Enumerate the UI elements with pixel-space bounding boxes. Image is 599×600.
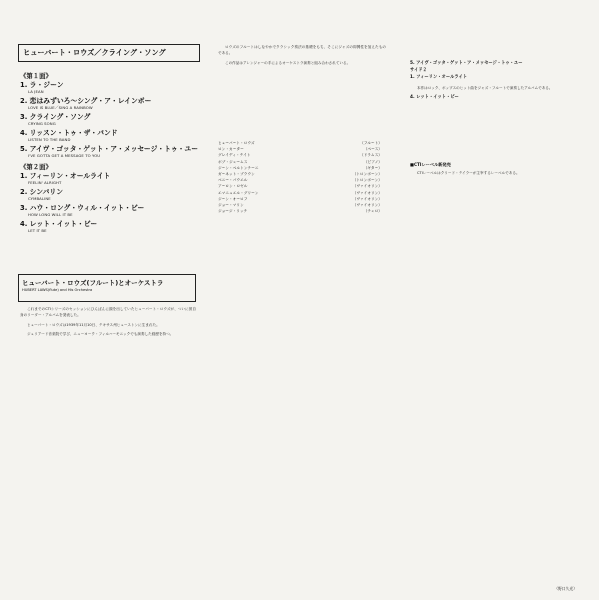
paragraph: CTIレーベルはクリード・テイラーが主宰するレーベルである。 bbox=[417, 171, 520, 176]
personnel-list bbox=[218, 140, 382, 214]
track-item: 4. リッスン・トゥ・ザ・バンド LISTEN TO THE BAND bbox=[20, 129, 118, 142]
credit-box bbox=[18, 274, 196, 302]
right-side2-label: サイド２ bbox=[410, 68, 427, 73]
paragraph: ヒューバート・ロウズは1939年11月10日、テキサス州ヒューストンに生まれた。 bbox=[27, 322, 160, 327]
right-body-text-1 bbox=[410, 85, 580, 91]
right-column bbox=[410, 60, 580, 180]
left-body-text bbox=[20, 306, 196, 340]
track-item: 1. フィーリン・オールライト FEELIN' ALRIGHT bbox=[20, 172, 111, 185]
personnel-row: ジョー・マリン （ヴァイオリン） bbox=[218, 203, 382, 208]
track-item: 5. アイヴ・ゴッタ・ゲット・ア・メッセージ・トゥ・ユー I'VE GOTTA GET A MESSAGE TO YOU bbox=[20, 145, 199, 158]
track-item: 1. ラ・ジーン LA JEAN bbox=[20, 81, 64, 94]
paragraph: 本作はロック、ポップスのヒット曲をジャズ・フルートで演奏したアルバムである。 bbox=[417, 86, 553, 90]
cti-heading: ■CTIレーベル新発売 bbox=[410, 162, 451, 168]
personnel-row: ジーン・オーロフ （ヴァイオリン） bbox=[218, 196, 382, 201]
personnel-row: ガーネット・ブラウン （トロンボーン） bbox=[218, 172, 382, 177]
personnel-row: ヒューバート・ロウズ （フルート） bbox=[218, 141, 382, 145]
album-title-box bbox=[18, 44, 200, 62]
personnel-row: エマニュエル・グリーン （ヴァイオリン） bbox=[218, 190, 382, 195]
paragraph: この作品はアレンジャーの手によるオーケストラ演奏と組み合わされている。 bbox=[225, 60, 351, 65]
track-item: 2. 恋はみずいろ～シング・ア・レインボー LOVE IS BLUE／SING A RAINBOW bbox=[20, 97, 152, 110]
track-item: 4. レット・イット・ビー LET IT BE bbox=[20, 220, 98, 233]
side1-label: 《第１面》 bbox=[20, 72, 52, 80]
track-item: 3. ハウ・ロング・ウィル・イット・ビー HOW LONG WILL IT BE bbox=[20, 204, 145, 217]
personnel-row: ジョージ・リッチ （チェロ） bbox=[218, 209, 382, 214]
right-track-4: 4. レット・イット・ビー bbox=[410, 95, 459, 101]
personnel-row: ロン・カーター （ベース） bbox=[218, 147, 382, 152]
track-item: 2. シンバリン CYMBALINE bbox=[20, 188, 64, 201]
side2-label: 《第２面》 bbox=[20, 163, 52, 171]
author-signature: （野口久光） bbox=[554, 586, 577, 591]
personnel-row: ベニー・パウエル （トロンボーン） bbox=[218, 178, 382, 183]
paragraph: ジュリアード音楽院で学び、ニューヨーク・フィルハーモニックでも演奏した経歴を持つ。 bbox=[27, 331, 174, 336]
paragraph: これまでのCTIシリーズのセッションにひんぱんに顔を出していたヒューバート・ロウズが、ついに彼自身のリーダー・アルバムを発表した。 bbox=[20, 307, 196, 318]
right-body-text-2 bbox=[410, 170, 580, 176]
paragraph: ロウズのフルートはしなやかでクラシック奏法の基礎をもち、そこにジャズの即興性を加えたものである。 bbox=[218, 45, 386, 56]
personnel-row: ジーン・ベルトンチーニ （ギター） bbox=[218, 165, 382, 170]
personnel-row: グレイディ・テイト （ドラムス） bbox=[218, 153, 382, 158]
credit-en: HUBERT LAWS(flute) and His Orchestra bbox=[22, 288, 93, 292]
credit-jp: ヒューバート・ロウズ(フルート)とオーケストラ bbox=[22, 279, 164, 287]
right-track-1: 1. フィーリン・オールライト bbox=[410, 75, 468, 80]
personnel-row: アーロン・ロゼル （ヴァイオリン） bbox=[218, 184, 382, 189]
personnel-row: ボブ・ジェームス （ピアノ） bbox=[218, 159, 382, 164]
tracklist bbox=[20, 71, 198, 236]
album-title: ヒューバート・ロウズ／クライング・ソング bbox=[23, 48, 166, 57]
middle-body-text bbox=[218, 44, 386, 69]
track-item: 3. クライング・ソング CRYING SONG bbox=[20, 113, 91, 126]
right-track-5: 5. アイヴ・ゴッタ・ゲット・ア・メッセージ・トゥ・ユー bbox=[410, 61, 523, 66]
